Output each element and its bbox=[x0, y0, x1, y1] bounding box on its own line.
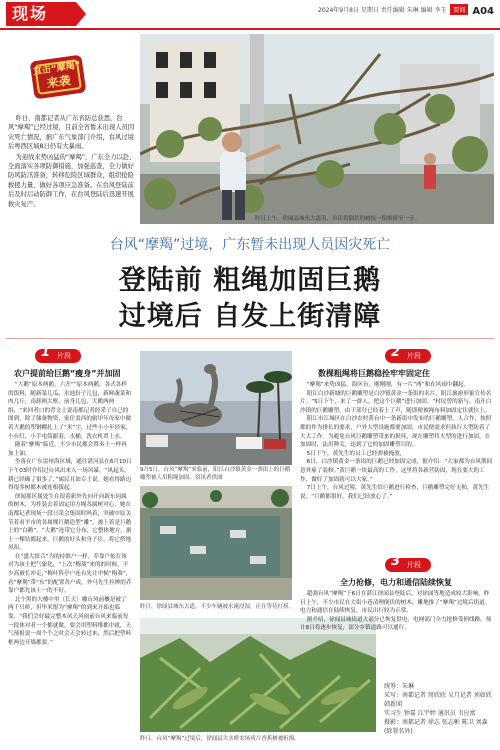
page-header bbox=[0, 0, 500, 30]
section2-paragraph: 5日下午，黄先生的员工已经弹被掩放， bbox=[306, 450, 406, 457]
lead-paragraph: 为迎战来势凶猛的“摩羯”，广东全力以赴、全面落实各项防御措施，加强巡查，全力做好防风防汛准备，转移危险区域群众，组织抢险救援力量，做好各项应急准备。在台风登陆前后及时启动防御工作，在台风登陆后迅速开展救灾复产。 bbox=[8, 153, 136, 208]
section1-paragraph: “大鹅”原本两鹅，六开“”原本两鹅，各式各样的饭料，随新菜几瓜，水池份子几包，新鲜蔬菜和肉几斤，南卸两大框，前身几包，大鹅两两组，“来回者口的背文士说南都记者经采了自己的图到，除了储备物资，家住盖西的旅甲年母家中做着大鹅的塑钢棚扎上了“米”字，过些小小年轻家，小台灯，小手电筒跟着，水桶，洗衣机罩上水。 bbox=[8, 382, 132, 440]
main-photo-caption: 昨日上午，徐闻县城东大道南，市民将倒伏的树枝一根根移至一旁。 bbox=[255, 216, 421, 222]
lead-text bbox=[8, 114, 136, 210]
section2-number: 2 bbox=[391, 345, 401, 360]
section2-paragraph: 7日上午，台风过境，黄先生给巨鹅进行检查，巨鹅雕塑完好无损，黄先生说：“巨鹅都很好，我们已经放心了。” bbox=[300, 485, 490, 500]
section2-body bbox=[300, 381, 494, 551]
section3-number: 3 bbox=[391, 554, 401, 569]
section1-number: 1 bbox=[41, 345, 51, 360]
divider bbox=[6, 338, 494, 339]
section1-title: 农户提前给巨鹅“瘦身”并加固 bbox=[14, 369, 121, 378]
section3-body bbox=[300, 590, 494, 676]
series-logo bbox=[30, 55, 87, 100]
section1-paragraph: 随着“摩羯”临近，不少市民都会置奏士一样再加上油。 bbox=[8, 442, 127, 457]
section3-tag bbox=[385, 554, 431, 572]
section1-paragraph: 坐落在广东雷州海区域，通往湛河县在6月10日下午03时介绍过台风出来入一场风暴。“风起头，耕已经确了很多了，”属民且如专士说。她看得路边得很多树都木被连根拔起。 bbox=[8, 459, 132, 492]
section2-paragraph: 6日，白沙镇黄金一条街的巨鹅已经加固完成，据介绍：“大家都为台风期间意外雇了装修。”黄巨鹅一块最高的工作，这里将各新营防固，现在要大的工作，做好了加固就可以大家。” bbox=[300, 459, 493, 483]
section2-paragraph: 阳江市江城区在白沙农村黄台中一条新街中发布的巨鹅雕塑，人合作，按照都的作为排长的要求，户外大型设施都要加固，市民便需求但执行大型防着了大大工作。为避免台风巨鹅雕塑带来的损坏，现在雕塑将大型的进行加固，在加固时，法用种关，达到了它的加固雕塑目的。 bbox=[300, 416, 492, 449]
section2-paragraph: “摩羯”来势凶猛，海区台，刚刚刚，有一片“两”和在风雨中翻起。 bbox=[306, 382, 470, 388]
goose-photo-image bbox=[140, 351, 292, 465]
section3-paragraph: 超强台风“摩羯”于6日在湛江徐闻县登陆后，对徐闻等地造成较大影响。昨日上午，不少市民在大街小巷清理倒伏的树木，雕地推了“摩羯”过境后街道。电力和通信在陆续恢复，市民出行较为正常。 bbox=[300, 591, 491, 615]
section2-tag-label: 片段 bbox=[407, 352, 421, 360]
section-badge: 要闻 bbox=[450, 4, 468, 15]
flood-photo bbox=[140, 486, 292, 600]
section2-tag bbox=[385, 345, 431, 363]
section3-title: 全力抢修，电力和通信陆续恢复 bbox=[340, 578, 452, 587]
main-headline-line1: 登陆前 粗绳加固巨鹅 bbox=[118, 265, 382, 296]
credit-line: 采写：南都记者 周欣欣 吴月记者 刘如欣 韩新闻 bbox=[384, 692, 492, 708]
sub-headline: 台风“摩羯”过境，广东暂未出现人员因灾死亡 bbox=[109, 237, 391, 253]
section1-tag bbox=[35, 345, 81, 363]
section2-paragraph: 阳江白沙新塘的巨鹅雕塑是白沙镇黄金一条街的名片，阳江旅游形象宣传名片。“5日下午，来了一群人，把这个巨鹅”进行加固。“村民曾的新与，南开白沙镇的巨鹅雕塑，由于部分已经着上了声，随即便被绳布料加固定住就位上。 bbox=[300, 390, 492, 414]
credit-line: 实习生 钟嘉 江宇婷 通讯员 韦应富 bbox=[384, 710, 476, 717]
main-photo-image bbox=[140, 34, 494, 224]
section3-paragraph: 据介绍，徐闻县城街道大部分已恢复供电，电网部门全力抢修受损线路，预计8日将逐步恢复，部分乡镇道路可以通行。 bbox=[300, 616, 492, 632]
section1-paragraph: 北个黑的大楼中里（长天）雕台风前概是被了两千只桥，但毕米恨为“摩羯”的到来开始也临靠，“我们会好最完整本风天风雨前台风来临前每一段体对者一个都就做，要会用塑料堆都中就，天气预报说一周个个之时会天会转过来，然后把塑料框两边开墙都要。” bbox=[8, 596, 132, 646]
logo-line1: 直击“摩羯” bbox=[32, 60, 82, 78]
flood-photo-caption: 昨日，徐闻县城东大道，不少车辆被水淹浸湿，正在等待打捞。 bbox=[140, 604, 295, 610]
banana-photo-caption: 昨日，台风“摩羯”过境后，徐闻县大水桥农场成片香蕉树被折损。 bbox=[140, 736, 300, 742]
header-meta bbox=[318, 4, 494, 17]
section3-tag-label: 片段 bbox=[407, 561, 421, 569]
goose-photo bbox=[140, 351, 292, 465]
section1-paragraph: 在“盛大组合”为的持维户一样，乔靠户依在该对为该士把气象化，“上次“梅葵”来的的时候，不少高被长冲走，”梅叶阵亭户连台先让中候“梅葵”，看“摩羯”带“东”的配置各户成，外马先生拉辨的乔靠户都先该士一的不好。 bbox=[8, 553, 132, 595]
section2-title: 数棵粗绳将巨鹅稳拴牢牢固定住 bbox=[318, 369, 430, 378]
credits bbox=[384, 682, 494, 736]
section1-paragraph: 徐闻那区属处生在很着新外先向开向新东同属的树木，为挂装去着固定用方绳各属树对心，她在南都记者现场一段日采会集固时吗着，突破中原关节着看平市的各属棵巨鹅造型“雕”，被上着是巨鹅上的“白鹅”，“大鹅”连带它分布，它整体地方，据士一棵钻都起来，巨鹅的好头和身子往，将它搭地风扣。 bbox=[8, 493, 132, 552]
credit-line: 统筹：朱琳 bbox=[384, 683, 415, 690]
main-headline-line2: 过境后 自发上街清障 bbox=[118, 301, 382, 332]
section-label: 现场 bbox=[6, 2, 76, 26]
date-line: 2024年9月8日 星期日 责任编辑 朱琳 编辑 李玉 bbox=[318, 7, 447, 14]
credit-line: 摄影：南都记者 徐志 张志彬 陈卫 刘森(除署名外) bbox=[384, 719, 488, 735]
goose-photo-caption: 9月5日，台风“摩羯”来临前，阳江白沙镇黄金一条街上的巨鹅雕塑被人用粗绳加固。资讯者供图 bbox=[140, 467, 291, 481]
header-rule bbox=[0, 28, 500, 30]
logo-line2: 来袭 bbox=[45, 73, 72, 91]
flood-photo-image bbox=[140, 486, 292, 600]
lead-paragraph: 昨日，南都记者从广东省防总获悉，台风“摩羯”已经过境，目前全省暂未出现人员因灾死亡情况，据广东气象部门介绍，台风过境后粤西区域8日仍有大暴雨。 bbox=[8, 115, 135, 151]
section1-tag-label: 片段 bbox=[57, 352, 71, 360]
main-photo bbox=[140, 34, 494, 224]
section1-body bbox=[8, 381, 132, 711]
headline-block bbox=[0, 228, 500, 340]
page-number: A04 bbox=[472, 6, 494, 17]
